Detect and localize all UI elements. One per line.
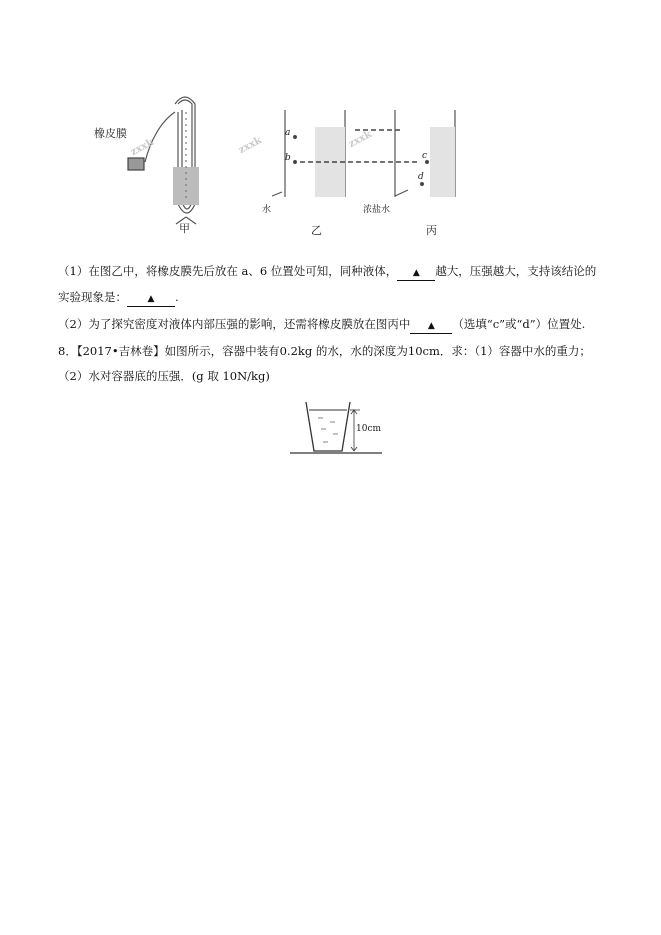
apparatus-drawing: [90, 92, 480, 242]
figure-container-depth: [288, 398, 384, 460]
watermark: zxxk: [236, 134, 264, 157]
caption-bing: 丙: [426, 224, 437, 237]
answer-blank[interactable]: ▲: [397, 264, 435, 281]
beaker-bing: [272, 110, 455, 197]
depth-label: 10cm: [356, 424, 382, 434]
point-d-label: d: [418, 172, 424, 182]
answer-blank[interactable]: ▲: [410, 317, 452, 334]
question-8-line-2: （2）水对容器底的压强．(g 取 10N/kg): [58, 369, 270, 383]
water-label: 水: [262, 205, 272, 215]
watermark: zxxk: [346, 128, 374, 151]
u-tube-manometer: [128, 97, 199, 224]
figure-pressure-apparatus: [90, 92, 480, 242]
point-b-label: b: [285, 153, 291, 163]
question-1-line-2: 实验现象是： ▲ .: [58, 290, 179, 307]
question-8-line-1: 8．【2017•吉林卷】如图所示，容器中装有0.2kg 的水，水的深度为10cm．求：（1）容器中水的重力；: [58, 344, 591, 358]
caption-yi: 乙: [311, 224, 322, 237]
point-a-label: a: [285, 128, 291, 138]
brine-label: 浓盐水: [363, 205, 391, 215]
beaker-yi: [285, 110, 420, 197]
answer-blank[interactable]: ▲: [127, 290, 175, 307]
membrane-label: 橡皮膜: [94, 127, 127, 140]
question-1-line-1: （1）在图乙中，将橡皮膜先后放在 a、6 位置处可知，同种液体， ▲ 越大，压强越大，支持该结论的: [58, 264, 596, 281]
watermark: zxxk: [128, 136, 156, 159]
question-2-line: （2）为了探究密度对液体内部压强的影响，还需将橡皮膜放在图丙中 ▲ （选填“c”或“d”）位置处.: [58, 317, 585, 334]
point-c-label: c: [422, 151, 428, 161]
caption-jia: 甲: [179, 222, 190, 235]
